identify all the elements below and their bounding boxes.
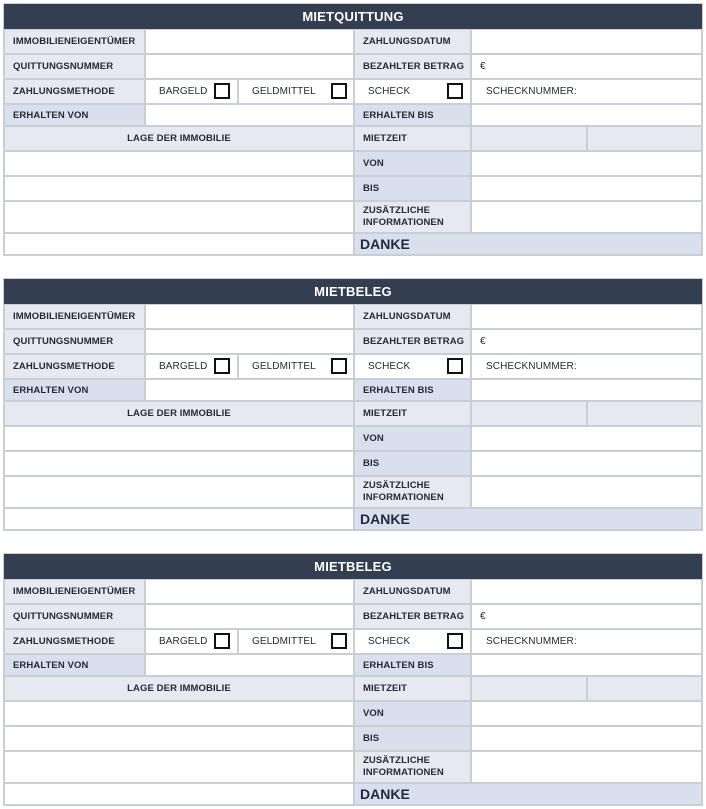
- amount-paid-input[interactable]: [471, 329, 702, 354]
- property-location-line-2[interactable]: [4, 451, 354, 476]
- receipt-form-1: [3, 3, 703, 256]
- check-number-input[interactable]: [471, 354, 702, 379]
- property-location-label: LAGE DER IMMOBILIE: [4, 401, 354, 426]
- thanks-banner: DANKE: [354, 783, 702, 805]
- to-label: BIS: [354, 176, 471, 201]
- received-from-label: ERHALTEN VON: [4, 654, 145, 676]
- payment-method-label: ZAHLUNGSMETHODE: [4, 354, 145, 379]
- cash-checkbox[interactable]: [214, 83, 230, 99]
- property-location-line-4[interactable]: [4, 508, 354, 530]
- amount-paid-input[interactable]: [471, 604, 702, 629]
- property-location-line-1[interactable]: [4, 426, 354, 451]
- additional-info-label: ZUSÄTZLICHE INFORMATIONEN: [354, 476, 471, 508]
- additional-info-input[interactable]: [471, 201, 702, 233]
- rental-period-label: MIETZEIT: [354, 126, 471, 151]
- amount-paid-label: BEZAHLTER BETRAG: [354, 604, 471, 629]
- from-label: VON: [354, 151, 471, 176]
- check-number-label: SCHECKNUMMER:: [486, 636, 577, 647]
- additional-info-input[interactable]: [471, 476, 702, 508]
- from-input[interactable]: [471, 151, 702, 176]
- rental-period-end-input[interactable]: [587, 676, 702, 701]
- check-option-label: SCHECK: [368, 636, 411, 647]
- amount-paid-input[interactable]: [471, 54, 702, 79]
- received-from-label: ERHALTEN VON: [4, 104, 145, 126]
- rental-period-end-input[interactable]: [587, 401, 702, 426]
- receipt-number-label: QUITTUNGSNUMMER: [4, 604, 145, 629]
- to-input[interactable]: [471, 451, 702, 476]
- check-option-label: SCHECK: [368, 361, 411, 372]
- funds-checkbox[interactable]: [331, 358, 347, 374]
- receipt-number-input[interactable]: [145, 329, 354, 354]
- property-location-label: LAGE DER IMMOBILIE: [4, 126, 354, 151]
- check-option-label: SCHECK: [368, 86, 411, 97]
- additional-info-label: ZUSÄTZLICHE INFORMATIONEN: [354, 201, 471, 233]
- from-label: VON: [354, 701, 471, 726]
- funds-option-label: GELDMITTEL: [252, 361, 316, 372]
- to-label: BIS: [354, 451, 471, 476]
- currency-symbol: €: [480, 61, 486, 72]
- rental-period-start-input[interactable]: [471, 401, 587, 426]
- amount-paid-label: BEZAHLTER BETRAG: [354, 54, 471, 79]
- property-location-line-2[interactable]: [4, 726, 354, 751]
- cash-checkbox[interactable]: [214, 633, 230, 649]
- check-checkbox[interactable]: [447, 358, 463, 374]
- payment-date-input[interactable]: [471, 579, 702, 604]
- check-number-label: SCHECKNUMMER:: [486, 361, 577, 372]
- property-location-label: LAGE DER IMMOBILIE: [4, 676, 354, 701]
- to-input[interactable]: [471, 176, 702, 201]
- payment-date-label: ZAHLUNGSDATUM: [354, 304, 471, 329]
- currency-symbol: €: [480, 336, 486, 347]
- property-location-line-3[interactable]: [4, 751, 354, 783]
- funds-checkbox[interactable]: [331, 633, 347, 649]
- funds-option-label: GELDMITTEL: [252, 86, 316, 97]
- receipt-title: MIETBELEG: [4, 554, 702, 579]
- additional-info-label: ZUSÄTZLICHE INFORMATIONEN: [354, 751, 471, 783]
- from-input[interactable]: [471, 701, 702, 726]
- payment-method-label: ZAHLUNGSMETHODE: [4, 79, 145, 104]
- rental-period-start-input[interactable]: [471, 676, 587, 701]
- thanks-banner: DANKE: [354, 508, 702, 530]
- receipt-form-3: [3, 553, 703, 806]
- check-number-input[interactable]: [471, 79, 702, 104]
- funds-option-label: GELDMITTEL: [252, 636, 316, 647]
- thanks-banner: DANKE: [354, 233, 702, 255]
- check-number-input[interactable]: [471, 629, 702, 654]
- additional-info-input[interactable]: [471, 751, 702, 783]
- to-input[interactable]: [471, 726, 702, 751]
- property-location-line-2[interactable]: [4, 176, 354, 201]
- payment-method-label: ZAHLUNGSMETHODE: [4, 629, 145, 654]
- property-location-line-4[interactable]: [4, 783, 354, 805]
- payment-date-label: ZAHLUNGSDATUM: [354, 29, 471, 54]
- rental-period-label: MIETZEIT: [354, 401, 471, 426]
- from-label: VON: [354, 426, 471, 451]
- payment-date-label: ZAHLUNGSDATUM: [354, 579, 471, 604]
- property-location-line-1[interactable]: [4, 701, 354, 726]
- check-checkbox[interactable]: [447, 633, 463, 649]
- cash-option-label: BARGELD: [159, 361, 208, 372]
- received-until-input[interactable]: [471, 104, 702, 126]
- check-number-label: SCHECKNUMMER:: [486, 86, 577, 97]
- received-from-input[interactable]: [145, 104, 354, 126]
- cash-option-label: BARGELD: [159, 86, 208, 97]
- cash-checkbox[interactable]: [214, 358, 230, 374]
- received-until-input[interactable]: [471, 379, 702, 401]
- received-until-label: ERHALTEN BIS: [354, 379, 471, 401]
- receipt-number-label: QUITTUNGSNUMMER: [4, 54, 145, 79]
- property-location-line-3[interactable]: [4, 476, 354, 508]
- owner-input[interactable]: [145, 29, 354, 54]
- check-checkbox[interactable]: [447, 83, 463, 99]
- cash-option-label: BARGELD: [159, 636, 208, 647]
- receipt-title: MIETQUITTUNG: [4, 4, 702, 29]
- funds-checkbox[interactable]: [331, 83, 347, 99]
- received-until-input[interactable]: [471, 654, 702, 676]
- property-location-line-3[interactable]: [4, 201, 354, 233]
- owner-label: IMMOBILIENEIGENTÜMER: [4, 304, 145, 329]
- owner-label: IMMOBILIENEIGENTÜMER: [4, 29, 145, 54]
- currency-symbol: €: [480, 611, 486, 622]
- owner-input[interactable]: [145, 304, 354, 329]
- received-until-label: ERHALTEN BIS: [354, 654, 471, 676]
- received-from-input[interactable]: [145, 379, 354, 401]
- owner-label: IMMOBILIENEIGENTÜMER: [4, 579, 145, 604]
- receipt-number-input[interactable]: [145, 54, 354, 79]
- receipt-number-label: QUITTUNGSNUMMER: [4, 329, 145, 354]
- owner-input[interactable]: [145, 579, 354, 604]
- property-location-line-1[interactable]: [4, 151, 354, 176]
- received-from-label: ERHALTEN VON: [4, 379, 145, 401]
- payment-date-input[interactable]: [471, 29, 702, 54]
- property-location-line-4[interactable]: [4, 233, 354, 255]
- rental-period-end-input[interactable]: [587, 126, 702, 151]
- received-from-input[interactable]: [145, 654, 354, 676]
- payment-date-input[interactable]: [471, 304, 702, 329]
- amount-paid-label: BEZAHLTER BETRAG: [354, 329, 471, 354]
- receipt-title: MIETBELEG: [4, 279, 702, 304]
- from-input[interactable]: [471, 426, 702, 451]
- receipt-number-input[interactable]: [145, 604, 354, 629]
- to-label: BIS: [354, 726, 471, 751]
- received-until-label: ERHALTEN BIS: [354, 104, 471, 126]
- rental-period-start-input[interactable]: [471, 126, 587, 151]
- rental-period-label: MIETZEIT: [354, 676, 471, 701]
- receipt-form-2: [3, 278, 703, 531]
